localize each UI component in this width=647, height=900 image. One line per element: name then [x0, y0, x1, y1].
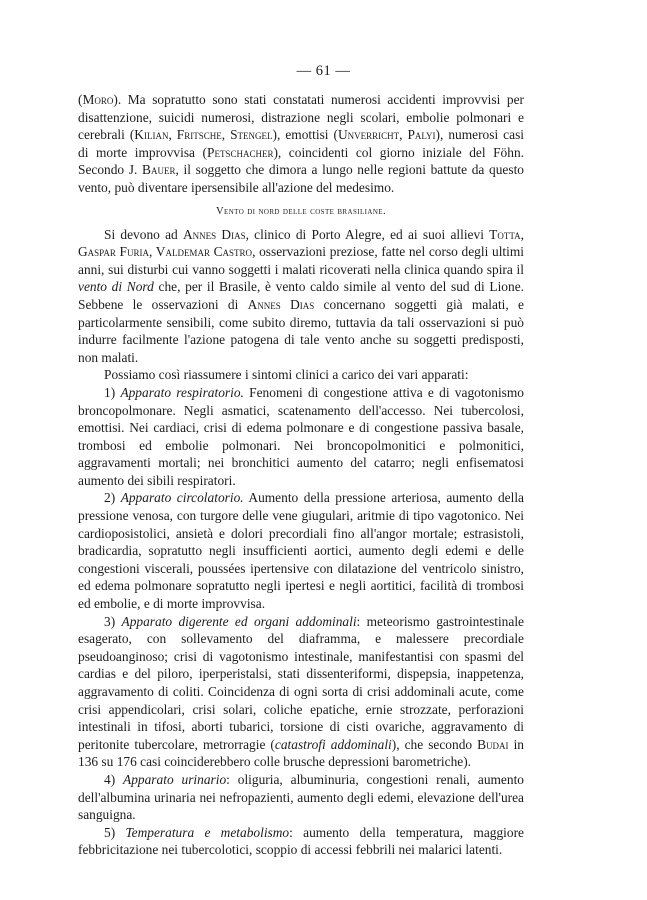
author-name: Annes Dias — [247, 296, 315, 312]
author-names: Kilian, Fritsche, Stengel — [134, 127, 273, 143]
section-heading: Vento di nord delle coste brasiliane. — [215, 205, 387, 217]
text-run: ), coincidenti col giorno iniziale del Föhn. Secondo J. — [78, 144, 524, 178]
author-name: Budai — [477, 736, 509, 752]
list-item — [78, 489, 524, 612]
text-run: , osservazioni preziose, fatte nel corso degli ultimi anni, sui disturbi cui vanno soggetti i malati ricoverati nella clinica quando spira il — [78, 244, 524, 277]
author-name: Petschacher — [207, 144, 274, 160]
paragraph-annes-dias — [78, 226, 524, 367]
item-number: 5) — [104, 824, 116, 840]
italic-term: vento di Nord — [78, 279, 154, 295]
list-item — [78, 384, 524, 490]
item-text: in 136 su 176 casi coinciderebbero colle brusche depressioni barometriche). — [78, 736, 525, 770]
item-text: Fenomeni di congestione attiva e di vagotonismo broncopolmonare. Negli asmatici, scatenamento dell'accesso. Nei tubercolosi, emottisi. Nei cardiaci, crisi di edema polmonare e di congestione passiva basale, trombosi ed embolie polmonari. Nei broncopolmonitici e polmonitici, aggravamenti mortali; nei bronchitici aumento del catarro; negli enfisematosi aumento dei sibili respiratori. — [78, 384, 524, 488]
text-run: Si devono ad — [104, 226, 183, 242]
item-title: Apparato urinario — [123, 771, 227, 787]
paragraph-intro: Possiamo così riassumere i sintomi clinici a carico dei vari apparati: — [104, 367, 469, 383]
list-item — [78, 613, 524, 771]
item-title: Apparato respiratorio. — [120, 384, 244, 400]
text-run: , clinico di Porto Alegre, ed ai suoi allievi — [245, 226, 490, 242]
item-title: Apparato circolatorio. — [120, 490, 244, 506]
item-text: Aumento della pressione arteriosa, aumento della pressione venosa, con turgore delle vene giugulari, aritmie di tipo vagotonico. Nei cardioposistolici, ansietà e dolori precordiali fino all'angor mortale; estrasistoli, bradicardia, sopratutto negli insufficienti aortici, aumento degli edemi e delle congestioni viscerali, poussées ipertensive con dilatazione del ventricolo sinistro, ed edema polmonare sopratutto negli ipertesi e negli aortitici, facilità di trombosi ed embolie, e di morte improvvisa. — [78, 490, 524, 612]
text-run: ), emottisi ( — [272, 127, 338, 143]
author-name: Annes Dias — [182, 226, 246, 242]
item-number: 3) — [104, 613, 116, 629]
list-item — [78, 824, 524, 859]
text-run: ( — [78, 92, 83, 107]
text-run: concernano soggetti già malati, e particolarmente sensibili, come subito diremo, tuttavia da tali osservazioni si può indurre facilmente l'azione patogena di tale vento anche su soggetti predisposti, non malati. — [78, 296, 524, 365]
author-name: Bauer — [142, 162, 176, 178]
item-text: : aumento della temperatura, maggiore febbricitazione nei tubercolotici, scoppio di accessi febbrili nei malarici latenti. — [78, 824, 524, 858]
paragraph-foehn — [78, 91, 524, 197]
text-run: ), numerosi casi di morte improvvisa ( — [78, 127, 524, 160]
text-run: che, per il Brasile, è vento caldo simile al vento del sud di Lione. Sebbene le osservazioni di — [78, 279, 524, 312]
list-item — [78, 771, 524, 824]
italic-term: catastrofi addominali — [274, 736, 392, 752]
text-run: ). Ma sopratutto sono stati constatati numerosi accidenti improvvisi per disattenzione, suicidi numerosi, distrazione negli scolari, embolie polmonari e cerebrali ( — [78, 92, 524, 143]
item-number: 4) — [104, 771, 116, 787]
author-names: Totta, Gaspar Furia, Valdemar Castro — [78, 226, 524, 260]
item-number: 1) — [104, 384, 116, 400]
body-text — [78, 91, 524, 859]
item-title: Apparato digerente ed organi addominali — [121, 613, 357, 629]
text-run: , il soggetto che dimora a lungo nelle regioni battute da questo vento, può diventare ipersensibile all'azione del medesimo. — [78, 162, 525, 195]
item-text: : oliguria, albuminuria, congestioni renali, aumento dell'albumina urinaria nei nefropazienti, aumento degli edemi, elevazione dell'urea sanguigna. — [78, 771, 524, 823]
page-number: — 61 — — [296, 63, 351, 79]
item-text: : meteorismo gastrointestinale esagerato, con sollevamento del diaframma, e malessere precordiale pseudoanginoso; crisi di vagotonismo intestinale, manifestantisi con spasmi del cardias e del piloro, iperperistalsi, stati dissenteriformi, dispepsia, inappetenza, aggravamento di coliti. Coincidenza di ogni sorta di crisi addominali acute, come crisi appendicolari, crisi solari, coliche epatiche, ernie strozzate, perforazioni intestinali in tifosi, aborti tubarici, torsione di cisti ovariche, aggravamento di peritonite tubercolare, metrorragie ( — [78, 613, 524, 752]
author-names: Unverricht, Palyi — [337, 127, 436, 143]
item-title: Temperatura e metabolismo — [125, 824, 290, 840]
author-name: Moro — [82, 92, 114, 107]
item-number: 2) — [104, 490, 116, 506]
item-text: ), che secondo — [391, 736, 478, 752]
